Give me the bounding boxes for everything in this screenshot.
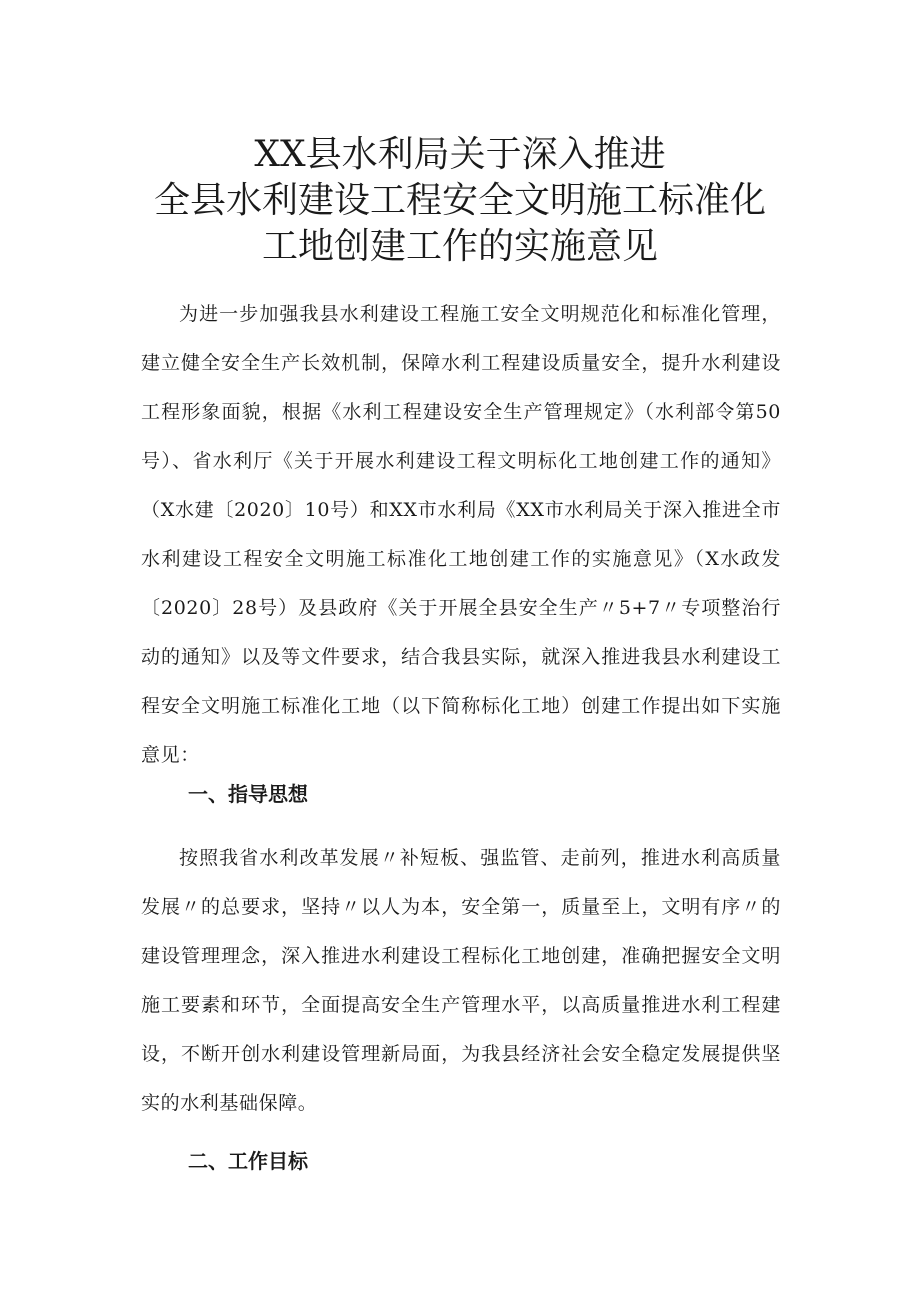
intro-paragraph: 为进一步加强我县水利建设工程施工安全文明规范化和标准化管理，建立健全安全生产长效机制，保障水利工程建设质量安全，提升水利建设工程形象面貌，根据《水利工程建设安全生产管理规定》（水利部令第50号）、省水利厅《关于开展水利建设工程文明标化工地创建工作的通知》（X水建〔2020〕10号）和XX市水利局《XX市水利局关于深入推进全市水利建设工程安全文明施工标准化工地创建工作的实施意见》（X水政发〔2020〕28号）及县政府《关于开展全县安全生产〃5+7〃专项整治行动的通知》以及等文件要求，结合我县实际，就深入推进我县水利建设工程安全文明施工标准化工地（以下简称标化工地）创建工作提出如下实施意见：: [141, 303, 781, 766]
title-line-3: 工地创建工作的实施意见: [261, 226, 658, 267]
title-line-1: XX县水利局关于深入推进: [254, 134, 666, 175]
document-title: [0, 132, 920, 270]
section-heading-work-objectives: 二、工作目标: [188, 1149, 308, 1173]
title-line-2: 全县水利建设工程安全文明施工标准化: [153, 180, 766, 221]
guiding-ideology-paragraph: 按照我省水利改革发展〃补短板、强监管、走前列，推进水利高质量发展〃的总要求，坚持〃以人为本，安全第一，质量至上，文明有序〃的建设管理理念，深入推进水利建设工程标化工地创建，准确把握安全文明施工要素和环节，全面提高安全生产管理水平，以高质量推进水利工程建设，不断开创水利建设管理新局面，为我县经济社会安全稳定发展提供坚实的水利基础保障。: [141, 847, 781, 1114]
section-heading-guiding-ideology: 一、指导思想: [188, 782, 308, 806]
